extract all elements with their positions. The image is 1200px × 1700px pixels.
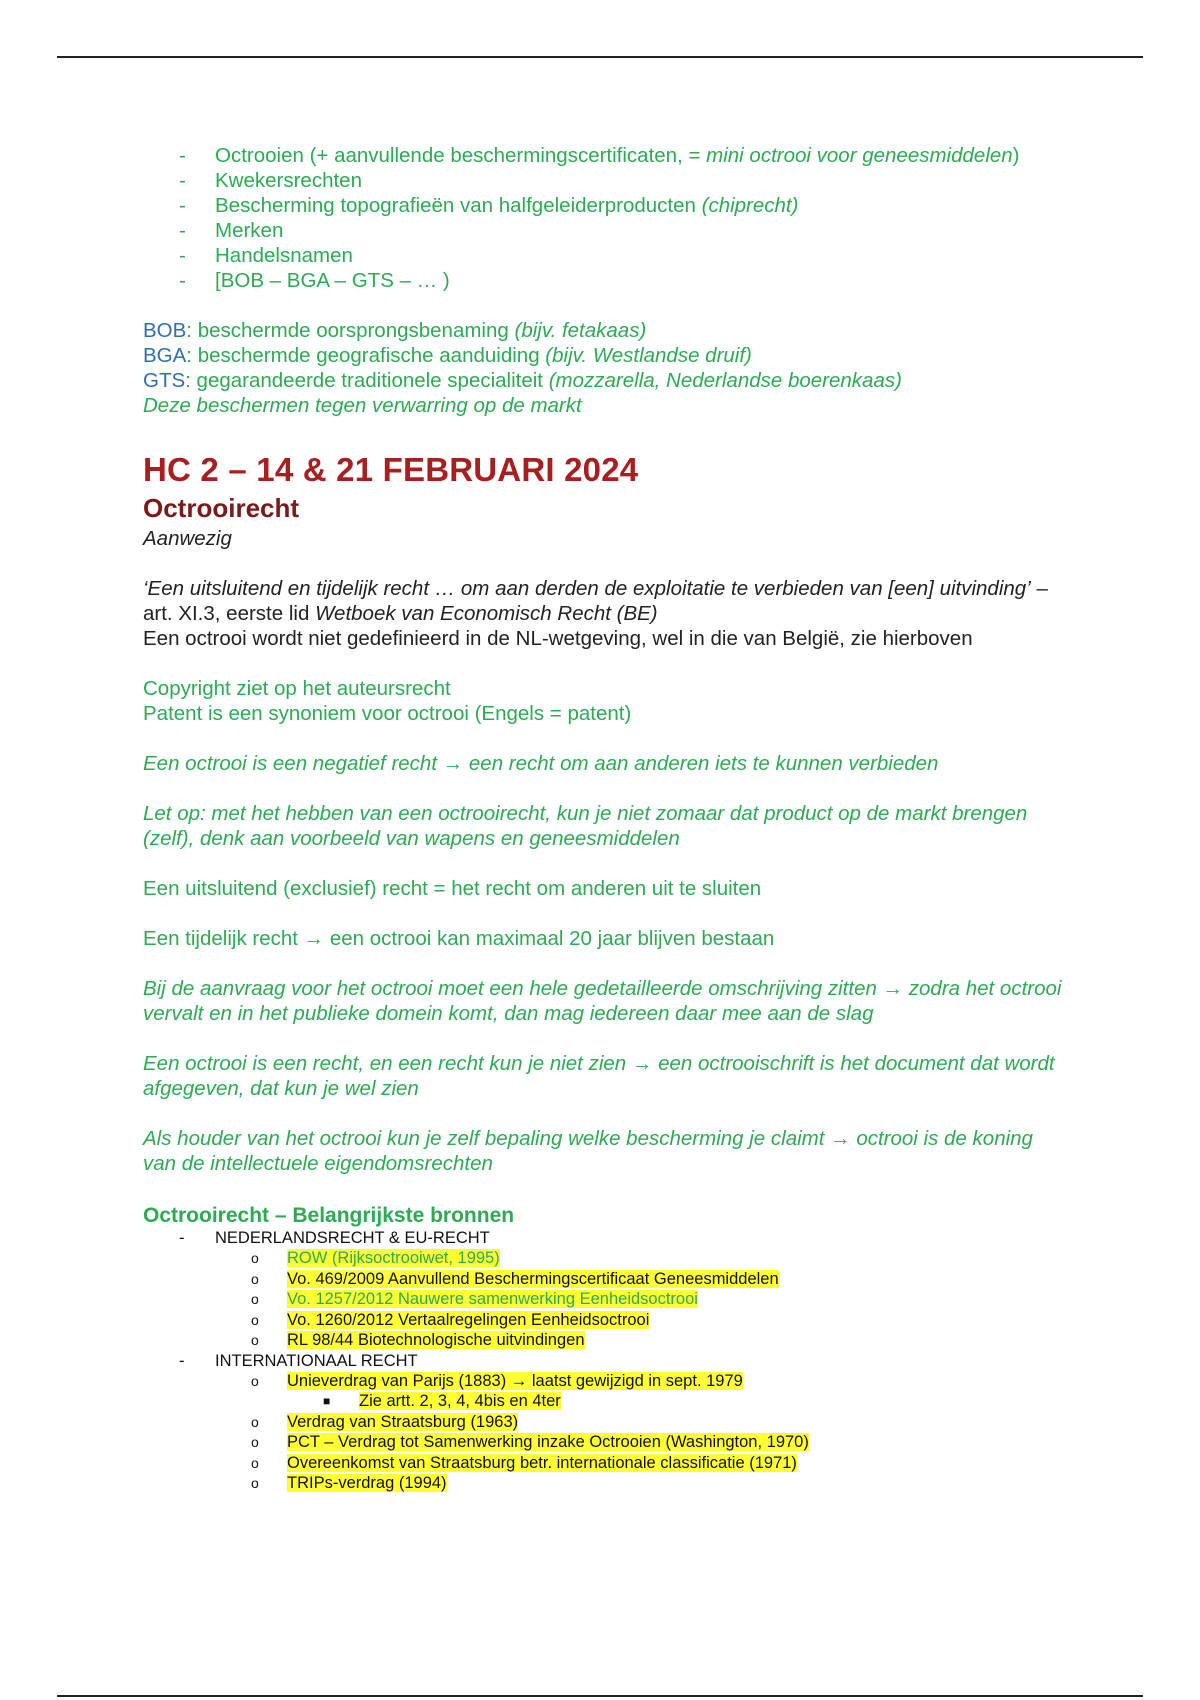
sources-group-int: - INTERNATIONAAL RECHT o Unieverdrag van Parijs (1883) → laatst gewijzigd in sept. 1979 ■ Zie artt. 2, 3, 4, 4bis en 4ter o Verdrag van Straatsburg (1963) o PCT – Verdrag tot Samenwerking inzake Octrooien (Washington, 1970) o Overeenkomst van Straatsburg betr. internationale classificatie (1971) o TRIPs-verdrag (1994)	[143, 1351, 1063, 1494]
list-item: - Kwekersrechten	[143, 168, 1063, 193]
document-note: Een octrooi is een recht, en een recht kun je niet zien → een octrooischrift is het document dat wordt afgegeven, dat kun je wel zien	[143, 1052, 1055, 1100]
source-item: o PCT – Verdrag tot Samenwerking inzake Octrooien (Washington, 1970)	[251, 1433, 809, 1451]
sources-title: Octrooirecht – Belangrijkste bronnen	[143, 1204, 515, 1227]
source-item: o Vo. 469/2009 Aanvullend Beschermingscertificaat Geneesmiddelen	[251, 1269, 779, 1288]
holder-note: Als houder van het octrooi kun je zelf bepaling welke bescherming je claimt → octrooi is de koning van de intellectuele eigendomsrechten	[143, 1127, 1033, 1175]
bottom-rule	[57, 1695, 1143, 1697]
quote-note: Een octrooi wordt niet gedefinieerd in de NL-wetgeving, wel in die van België, zie hierboven	[143, 627, 973, 650]
list-item: - Bescherming topografieën van halfgeleiderproducten (chiprecht)	[143, 193, 1063, 218]
def-gts: GTS: gegarandeerde traditionele specialiteit (mozzarella, Nederlandse boerenkaas)	[143, 369, 902, 392]
list-item: - [BOB – BGA – GTS – … )	[143, 268, 1063, 293]
lecture-heading: HC 2 – 14 & 21 FEBRUARI 2024	[143, 451, 639, 488]
exclusive-right-note: Een uitsluitend (exclusief) recht = het recht om anderen uit te sluiten	[143, 877, 762, 900]
source-item: o Unieverdrag van Parijs (1883) → laatst gewijzigd in sept. 1979 ■ Zie artt. 2, 3, 4, 4bis en 4ter	[143, 1371, 1063, 1412]
list-item: - Octrooien (+ aanvullende beschermingscertificaten, = mini octrooi voor geneesmiddelen)	[143, 143, 1063, 168]
temporary-right-note: Een tijdelijk recht → een octrooi kan maximaal 20 jaar blijven bestaan	[143, 927, 775, 950]
top-rule	[57, 56, 1143, 58]
source-subitem: ■ Zie artt. 2, 3, 4, 4bis en 4ter	[323, 1392, 561, 1410]
negative-right-note: Een octrooi is een negatief recht → een recht om aan anderen iets te kunnen verbieden	[143, 752, 939, 775]
section-title: Octrooirecht	[143, 493, 300, 523]
abbreviation-definitions	[143, 318, 1063, 418]
copyright-note: Copyright ziet op het auteursrecht	[143, 677, 451, 700]
attendance-note: Aanwezig	[143, 527, 232, 550]
application-note: Bij de aanvraag voor het octrooi moet een hele gedetailleerde omschrijving zitten → zodra het octrooi vervalt en in het publieke domein komt, dan mag iedereen daar mee aan de slag	[143, 977, 1062, 1025]
def-bga: BGA: beschermde geografische aanduiding (bijv. Westlandse druif)	[143, 344, 752, 367]
source-item: o Overeenkomst van Straatsburg betr. internationale classificatie (1971)	[251, 1453, 797, 1472]
patent-note: Patent is een synoniem voor octrooi (Engels = patent)	[143, 702, 632, 725]
def-note: Deze beschermen tegen verwarring op de markt	[143, 394, 582, 417]
ip-rights-list	[143, 143, 1063, 293]
def-bob: BOB: beschermde oorsprongsbenaming (bijv. fetakaas)	[143, 319, 647, 342]
list-item: - Handelsnamen	[143, 243, 1063, 268]
sources-list	[143, 1228, 1063, 1494]
source-item: o Vo. 1257/2012 Nauwere samenwerking Eenheidsoctrooi	[251, 1290, 698, 1308]
source-item: o Vo. 1260/2012 Vertaalregelingen Eenheidsoctrooi	[251, 1310, 650, 1329]
source-item: o Verdrag van Straatsburg (1963)	[251, 1412, 519, 1431]
document-body	[143, 143, 1063, 1494]
source-item: o RL 98/44 Biotechnologische uitvindingen	[251, 1331, 585, 1349]
letop-note: Let op: met het hebben van een octrooirecht, kun je niet zomaar dat product op de markt brengen (zelf), denk aan voorbeeld van wapens en geneesmiddelen	[143, 802, 1028, 850]
list-item: - Merken	[143, 218, 1063, 243]
source-item: o TRIPs-verdrag (1994)	[251, 1474, 447, 1492]
source-item: o ROW (Rijksoctrooiwet, 1995)	[251, 1249, 500, 1267]
definition-quote: ‘Een uitsluitend en tijdelijk recht … om aan derden de exploitatie te verbieden van [een] uitvinding’ – art. XI.3, eerste lid Wetboek van Economisch Recht (BE)	[143, 577, 1048, 625]
sources-group-nl: - NEDERLANDSRECHT & EU-RECHT o ROW (Rijksoctrooiwet, 1995) o Vo. 469/2009 Aanvullend Beschermingscertificaat Geneesmiddelen o Vo. 1257/2012 Nauwere samenwerking Eenheidsoctrooi o Vo. 1260/2012 Vertaalregelingen Eenheidsoctrooi o RL 98/44 Biotechnologische uitvindingen	[143, 1228, 1063, 1351]
